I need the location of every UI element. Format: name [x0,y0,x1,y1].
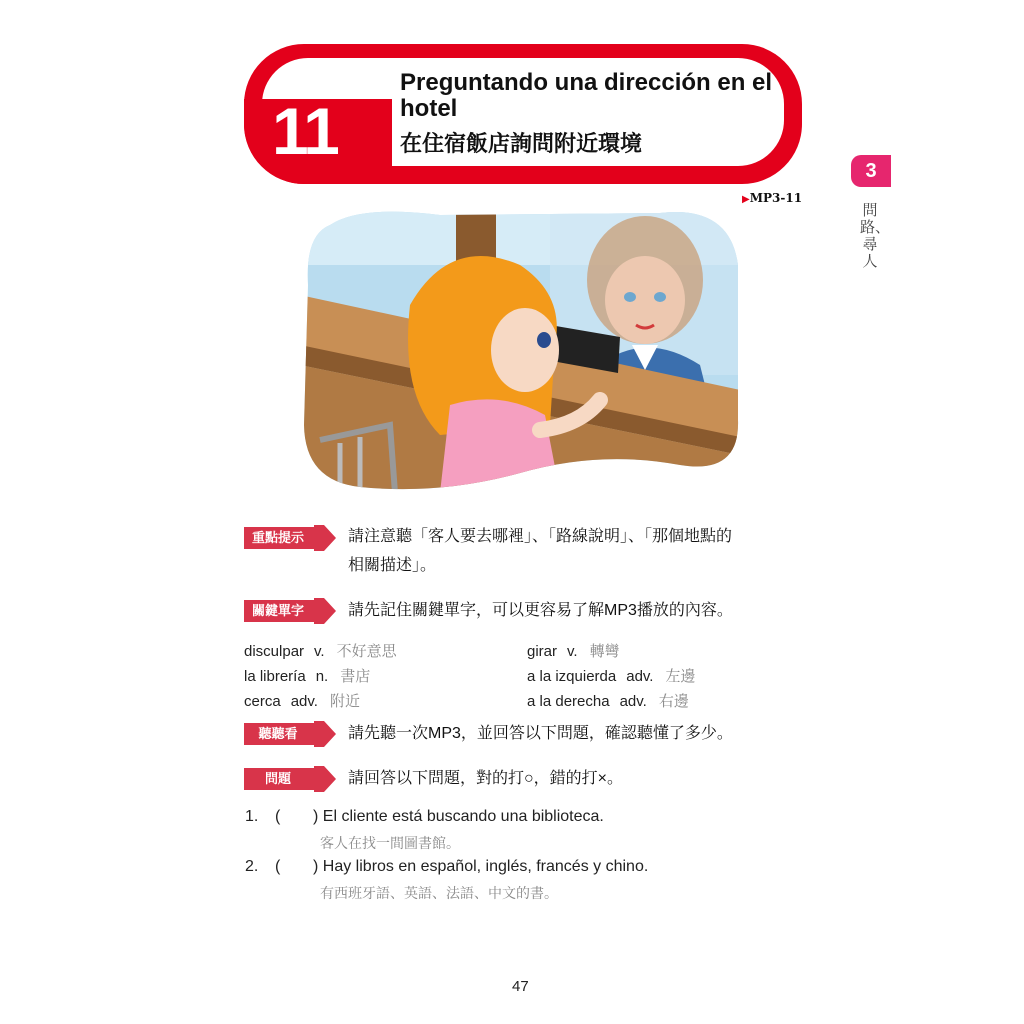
key-points-line-1: 請注意聽「客人要去哪裡」、「路線說明」、「那個地點的 [348,528,733,545]
vocab-word: a la izquierda [527,668,617,685]
tag-arrow-icon [308,721,338,747]
vocab-item [527,640,620,661]
lesson-title-spanish: Preguntando una dirección en el hotel [400,69,773,122]
tag-arrow-icon [308,766,338,792]
question-text: Hay libros en español, inglés, francés y chino. [322,858,649,875]
audio-track-label[interactable] [742,191,802,205]
chapter-number-tab: 3 [851,155,891,187]
questions-tag-label: 問題 [244,768,312,790]
vocab-pos: adv. [619,693,647,710]
audio-track-text: MP3-11 [749,191,803,205]
listen-tag-label: 聽聽看 [244,723,312,745]
lesson-number: 11 [272,94,338,168]
chapter-title: 問路、尋人 [860,202,891,270]
key-points-tag-label: 重點提示 [244,527,312,549]
lesson-title-chinese: 在住宿飯店詢問附近環境 [400,131,643,157]
listen-instruction: 請先聽一次MP3，並回答以下問題，確認聽懂了多少。 [348,725,733,742]
vocab-meaning: 附近 [329,693,360,710]
questions-instruction: 請回答以下問題，對的打○，錯的打×。 [348,770,624,787]
vocab-item [527,690,689,711]
tag-arrow-icon [308,525,338,551]
vocab-pos: n. [315,668,329,685]
vocab-item [244,690,360,711]
page-number: 47 [512,978,529,995]
vocab-meaning: 右邊 [658,693,689,710]
questions-tag [244,766,340,792]
answer-blank-close: ) [313,858,319,875]
vocab-tag-label: 關鍵單字 [244,600,312,622]
question-item [245,808,604,826]
answer-blank-close: ) [313,808,319,825]
play-triangle-icon: ▶ [742,194,750,205]
tag-arrow-icon [308,598,338,624]
vocab-item [244,665,370,686]
vocab-item [527,665,696,686]
vocab-pos: v. [314,643,325,660]
question-translation: 客人在找一間圖書館。 [320,835,460,851]
vocab-word: cerca [244,693,281,710]
vocab-word: a la derecha [527,693,610,710]
vocab-meaning: 不好意思 [336,643,397,660]
vocab-word: la librería [244,668,306,685]
question-number: 1. [245,808,259,825]
vocab-pos: v. [567,643,578,660]
answer-blank-open[interactable]: ( [275,858,281,875]
vocab-instruction: 請先記住關鍵單字，可以更容易了解MP3播放的內容。 [348,602,733,619]
vocab-word: girar [527,643,558,660]
question-number: 2. [245,858,259,875]
vocab-word: disculpar [244,643,305,660]
vocab-meaning: 書店 [340,668,371,685]
key-points-tag [244,525,340,551]
vocab-meaning: 左邊 [665,668,696,685]
question-text: El cliente está buscando una biblioteca. [322,808,604,825]
hotel-reception-illustration [300,205,740,493]
question-translation: 有西班牙語、英語、法語、中文的書。 [320,885,558,901]
vocab-meaning: 轉彎 [589,643,620,660]
vocab-pos: adv. [626,668,654,685]
listen-tag [244,721,340,747]
question-item [245,858,648,876]
vocab-tag [244,598,340,624]
answer-blank-open[interactable]: ( [275,808,281,825]
key-points-line-2: 相關描述」。 [348,557,437,574]
vocab-item [244,640,397,661]
vocab-pos: adv. [290,693,318,710]
